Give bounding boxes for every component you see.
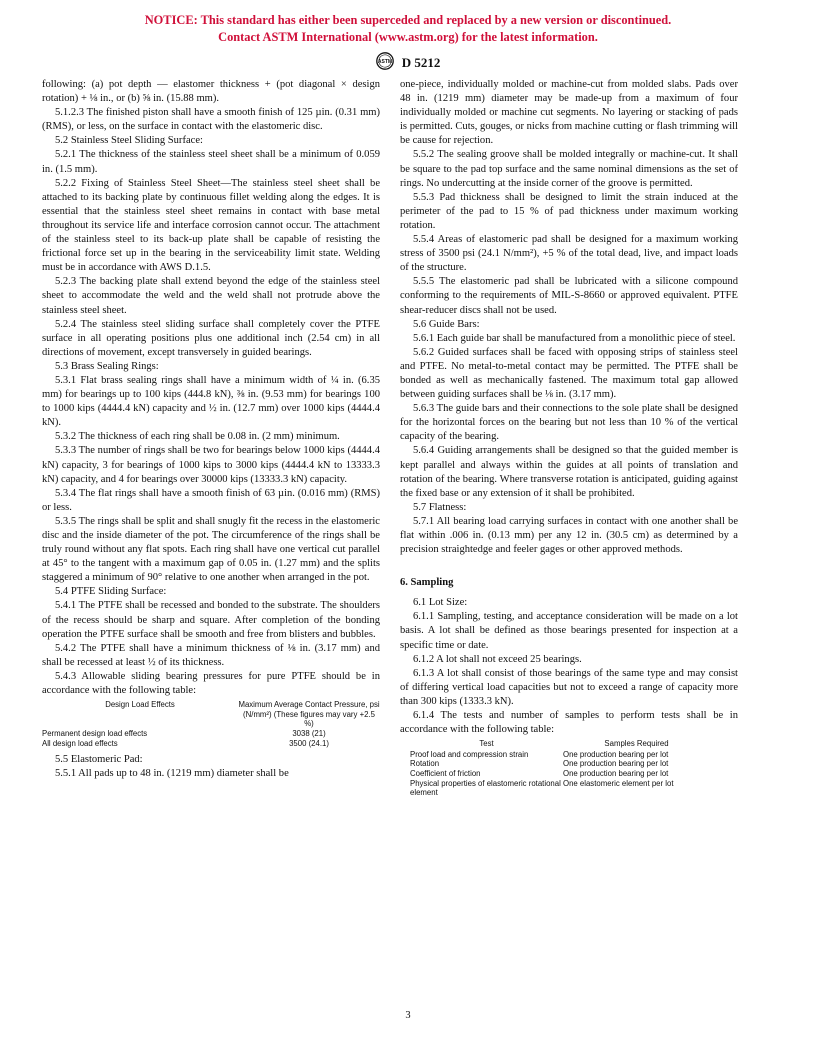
section-heading: 5.7 Flatness: bbox=[413, 501, 467, 513]
table-header-row bbox=[410, 739, 710, 750]
paragraph: 5.6.3 The guide bars and their connections to the sole plate shall be designed for the horizontal forces on the bearing but not less than 10 % of the vertical capacity of the bearing. bbox=[400, 403, 738, 443]
table-cell: Physical properties of elastomeric rotational element bbox=[410, 778, 561, 798]
paragraph: one-piece, individually molded or machine-cut from molded slabs. Pads over 48 in. (1219 mm) diameter may be made-up from a maximum of four individually molded or machine cut segments. No layering or stacking of pads is permitted. Cuts, gouges, or nicks from machine cutting or flash trimming will be cause for rejection. bbox=[400, 79, 738, 147]
astm-logo-text: ASTM bbox=[377, 59, 392, 66]
paragraph: 5.2.2 Fixing of Stainless Steel Sheet—The stainless steel sheet shall be attached to its backing plate by continuous fillet welding along the edges. It is essential that the stainless steel sheet remains in contact with base metal throughout its service life and interface corrosion cannot occur. The attachment of the stainless steel to its back-up plate shall be capable of resisting the frictional force set up in the bearing in the serviceability limit state. Welding must be in accordance with AWS D.1.5. bbox=[42, 177, 380, 274]
document-header bbox=[0, 52, 816, 74]
paragraph: 5.2.1 The thickness of the stainless steel sheet shall be a minimum of 0.059 in. (1.5 mm). bbox=[42, 149, 380, 175]
table-header: Test bbox=[479, 739, 494, 749]
table-header: Design Load Effects bbox=[105, 700, 175, 710]
paragraph: 5.3.3 The number of rings shall be two for bearings below 1000 kips (4444.4 kN) capacity, 3 for bearings of 1000 kips to 3000 kips (4444.4 kN to 13333.3 kN) capacity, and 4 for bearings over 30000 kips (13333.3 kN) capacity. bbox=[42, 445, 380, 485]
table-cell: Coefficient of friction bbox=[410, 769, 481, 778]
paragraph: 5.5.4 Areas of elastomeric pad shall be designed for a maximum working stress of 3500 psi (24.1 N/mm²), +5 % of the total dead, live, and impact loads of the structure. bbox=[400, 234, 738, 274]
paragraph: 5.3.1 Flat brass sealing rings shall have a minimum width of ¼ in. (6.35 mm) for bearings up to 100 kips (444.8 kN), ⅜ in. (9.53 mm) for bearings 100 to 1000 kips (4444.4 kN) capacity and ½ in. (12.7 mm) over 1000 kips (4444.4 kN). bbox=[42, 374, 380, 429]
paragraph: following: (a) pot depth — elastomer thickness + (pot diagonal × design rotation) + ⅛ in., or (b) ⅝ in. (15.88 mm). bbox=[42, 79, 380, 105]
table-cell: One production bearing per lot bbox=[563, 769, 669, 778]
paragraph: 5.5.3 Pad thickness shall be designed to limit the strain induced at the perimeter of the pad to 15 % of pad thickness under maximum working rotation. bbox=[400, 191, 738, 231]
section-heading: 5.5 Elastomeric Pad: bbox=[55, 754, 143, 766]
table-cell: One production bearing per lot bbox=[563, 749, 669, 759]
paragraph: 5.4.3 Allowable sliding bearing pressures for pure PTFE should be in accordance with the following table: bbox=[42, 670, 380, 697]
sampling-table bbox=[410, 739, 710, 798]
table-header: Samples Required bbox=[604, 739, 669, 749]
section-heading: 6.1 Lot Size: bbox=[413, 597, 468, 609]
paragraph: 5.6.4 Guiding arrangements shall be designed so that the guided member is kept parallel and always within the guides at all points of translation and rotation of the bearing. Where transverse rotation is anticipated, guiding against the fixed base or any extension of it shall be prohibited. bbox=[400, 445, 738, 499]
section-heading: 5.2 Stainless Steel Sliding Surface: bbox=[55, 135, 203, 147]
table-row bbox=[410, 750, 710, 760]
paragraph: 5.1.2.3 The finished piston shall have a smooth finish of 125 µin. (0.31 mm) (RMS), or less, on the surface in contact with the elastomeric disc. bbox=[42, 107, 380, 133]
designation: D 5212 bbox=[401, 55, 441, 70]
section-heading: 5.3 Brass Sealing Rings: bbox=[55, 360, 159, 372]
table-cell: All design load effects bbox=[42, 738, 118, 748]
section-6-heading: 6. Sampling bbox=[400, 577, 454, 589]
paragraph: 6.1.1 Sampling, testing, and acceptance consideration will be made on a lot basis. A lot shall be defined as those bearings presented for inspection at a specific time or date. bbox=[400, 611, 738, 651]
table-header-row bbox=[42, 700, 380, 729]
table-cell: 3038 (21) bbox=[292, 728, 326, 738]
paragraph: 6.1.4 The tests and number of samples to perform tests shall be in accordance with the following table: bbox=[400, 710, 738, 736]
table-row bbox=[42, 729, 380, 739]
paragraph: 5.3.2 The thickness of each ring shall be 0.08 in. (2 mm) minimum. bbox=[55, 431, 340, 443]
paragraph: 5.5.1 All pads up to 48 in. (1219 mm) diameter shall be bbox=[55, 768, 289, 780]
page-number: 3 bbox=[405, 1010, 411, 1021]
notice-line-1: NOTICE: This standard has either been superceded and replaced by a new version or discontinued. bbox=[144, 13, 672, 27]
table-row bbox=[410, 759, 710, 769]
table-row bbox=[410, 779, 710, 798]
right-column bbox=[400, 78, 738, 803]
table-cell: One elastomeric element per lot bbox=[563, 778, 674, 788]
section-heading: 5.6 Guide Bars: bbox=[413, 318, 480, 330]
notice-banner bbox=[0, 12, 816, 46]
table-cell: Proof load and compression strain bbox=[410, 749, 529, 759]
paragraph: 5.2.4 The stainless steel sliding surface shall completely cover the PTFE surface in all operating positions plus one additional inch (2.54 cm) in all directions of movement, except transversely in guided bearings. bbox=[42, 318, 380, 358]
paragraph: 6.1.3 A lot shall consist of those bearings of the same type and may consist of differing vertical load capacities but not to exceed a range of capacity more than 300 kips (1333.3 kN). bbox=[400, 667, 738, 707]
table-row bbox=[410, 769, 710, 779]
paragraph: 5.6.1 Each guide bar shall be manufactured from a monolithic piece of steel. bbox=[413, 332, 736, 344]
paragraph: 6.1.2 A lot shall not exceed 25 bearings. bbox=[413, 653, 582, 665]
paragraph: 5.7.1 All bearing load carrying surfaces in contact with one another shall be flat within .006 in. (0.13 mm) per any 12 in. (30.5 cm) as determined by a precision straightedge and feeler gages or other approved methods. bbox=[400, 515, 738, 556]
table-cell: One production bearing per lot bbox=[563, 759, 669, 769]
paragraph: 5.4.1 The PTFE shall be recessed and bonded to the substrate. The shoulders of the recess should be sharp and square. After completion of the bonding operation the PTFE surface shall be smooth and free from blisters and bubbles. bbox=[42, 600, 380, 640]
paragraph: 5.3.4 The flat rings shall have a smooth finish of 63 µin. (0.016 mm) (RMS) or less. bbox=[42, 487, 380, 513]
paragraph: 5.5.2 The sealing groove shall be molded integrally or machine-cut. It shall be square to the pad top surface and the same nominal dimensions as the set of rings. No undercutting at the inside corner of the groove is permitted. bbox=[400, 149, 738, 189]
left-column bbox=[42, 78, 380, 781]
paragraph: 5.4.2 The PTFE shall have a minimum thickness of ⅛ in. (3.17 mm) and shall be recessed at least ½ of its thickness. bbox=[42, 642, 380, 668]
notice-line-2: Contact ASTM International (www.astm.org) for the latest information. bbox=[218, 30, 598, 44]
paragraph: 5.3.5 The rings shall be split and shall snugly fit the recess in the elastomeric disc and the inside diameter of the pot. The circumference of the rings shall be truly round without any flat spots. Each ring shall have one vertical cut parallel at 45° to the tangent with a maximum gap of 0.05 in. (1.27 mm) and the splits staggered a minimum of 90° relative to one another when arranged in the pot. bbox=[42, 515, 380, 584]
paragraph: 5.2.3 The backing plate shall extend beyond the edge of the stainless steel sheet to accommodate the weld and the weld shall not protrude above the stainless steel sheet. bbox=[42, 276, 380, 316]
table-cell: Rotation bbox=[410, 759, 440, 769]
paragraph: 5.6.2 Guided surfaces shall be faced with opposing strips of stainless steel and PTFE. No metal-to-metal contact may be permitted. The PTFE shall be bonded as well as mechanically fastened. The maximum total gap allowed between guiding surfaces shall be ⅛ in. (3.17 mm). bbox=[400, 346, 738, 401]
paragraph: 5.5.5 The elastomeric pad shall be lubricated with a silicone compound conforming to the requirements of MIL-S-8660 or approved equivalent. PTFE shear-reducer discs shall not be used. bbox=[400, 276, 738, 316]
section-heading: 5.4 PTFE Sliding Surface: bbox=[55, 586, 167, 598]
table-cell: 3500 (24.1) bbox=[289, 738, 329, 748]
table-row bbox=[42, 739, 380, 749]
table-header: Maximum Average Contact Pressure, psi (N/mm²) (These figures may vary +2.5 %) bbox=[238, 700, 380, 729]
table-cell: Permanent design load effects bbox=[42, 728, 148, 738]
astm-logo-icon bbox=[376, 52, 394, 74]
pressure-table bbox=[42, 700, 380, 748]
